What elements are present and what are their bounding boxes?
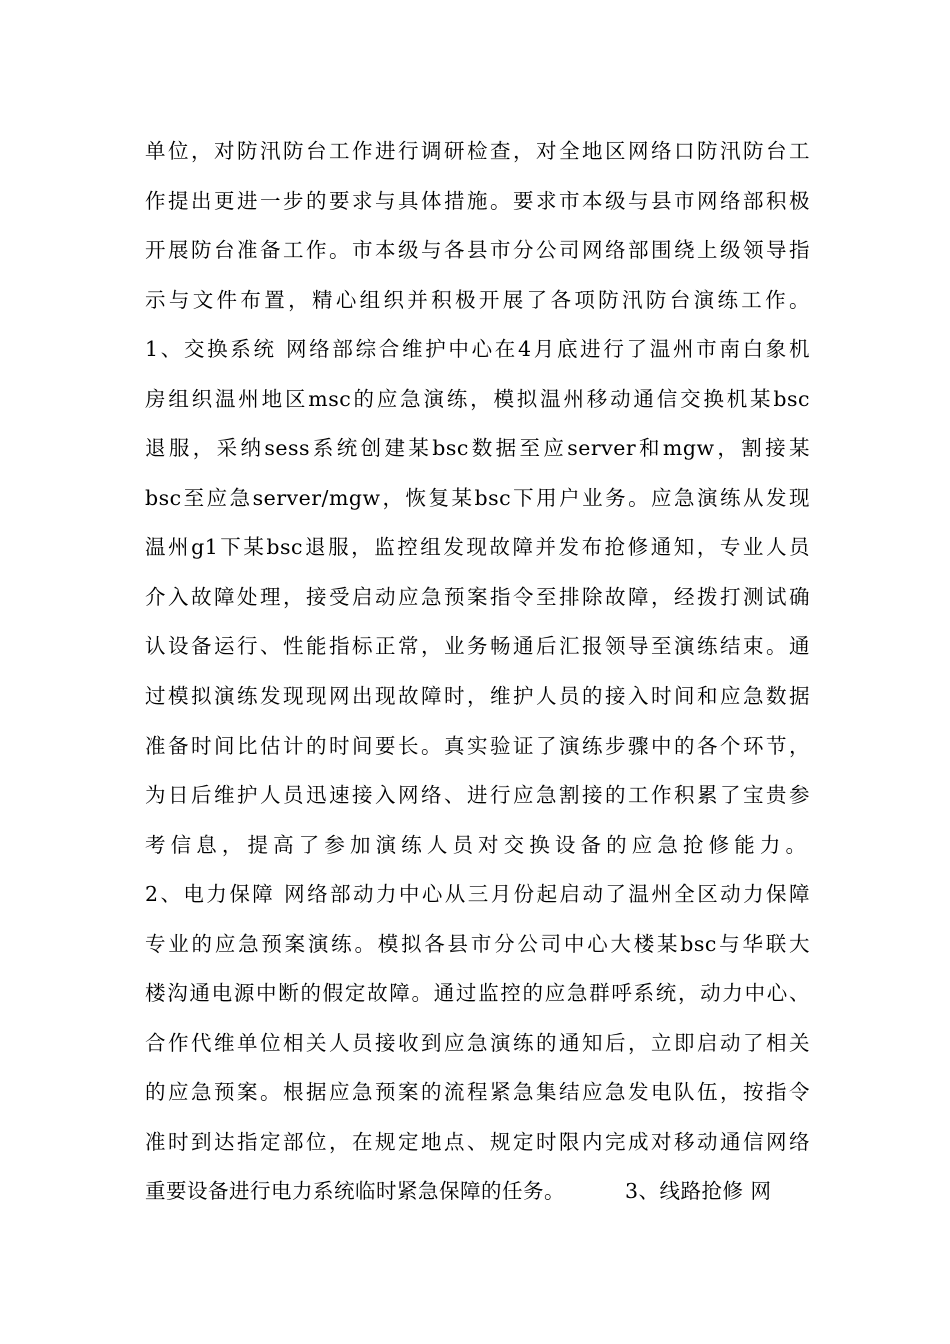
- document-body: [145, 127, 810, 1217]
- text-line-17: 专业的应急预案演练。模拟各县市分公司中心大楼某bsc与华联大: [145, 931, 810, 956]
- text-line-15: 考信息，提高了参加演练人员对交换设备的应急抢修能力。: [145, 832, 810, 857]
- text-line-8: bsc至应急server/mgw，恢复某bsc下用户业务。应急演练从发现: [145, 485, 810, 510]
- text-line-20: 的应急预案。根据应急预案的流程紧急集结应急发电队伍，按指令: [145, 1080, 810, 1105]
- text-line-10: 介入故障处理，接受启动应急预案指令至排除故障，经拨打测试确: [145, 584, 810, 609]
- text-line-21: 准时到达指定部位，在规定地点、规定时限内完成对移动通信网络: [145, 1129, 810, 1154]
- text-line-4: 示与文件布置，精心组织并积极开展了各项防汛防台演练工作。: [145, 287, 810, 312]
- text-line-6: 房组织温州地区msc的应急演练，模拟温州移动通信交换机某bsc: [145, 386, 810, 411]
- text-line-14: 为日后维护人员迅速接入网络、进行应急割接的工作积累了宝贵参: [145, 783, 810, 808]
- text-line-1: 单位，对防汛防台工作进行调研检查，对全地区网络口防汛防台工: [145, 139, 810, 163]
- text-line-3: 开展防台准备工作。市本级与各县市分公司网络部围绕上级领导指: [145, 238, 810, 263]
- text-line-18: 楼沟通电源中断的假定故障。通过监控的应急群呼系统，动力中心、: [145, 981, 810, 1006]
- text-line-13: 准备时间比估计的时间要长。真实验证了演练步骤中的各个环节，: [145, 733, 810, 758]
- text-line-9: 温州g1下某bsc退服，监控组发现故障并发布抢修通知，专业人员: [145, 535, 810, 560]
- text-line-19: 合作代维单位相关人员接收到应急演练的通知后，立即启动了相关: [145, 1030, 810, 1055]
- text-line-7: 退服，采纳sess系统创建某bsc数据至应server和mgw，割接某: [145, 436, 810, 461]
- text-line-5: 1、交换系统 网络部综合维护中心在4月底进行了温州市南白象机: [145, 337, 810, 362]
- text-line-22-part-1: 重要设备进行电力系统临时紧急保障的任务。: [145, 1179, 565, 1204]
- text-line-22: [145, 1167, 810, 1217]
- text-line-12: 过模拟演练发现现网出现故障时，维护人员的接入时间和应急数据: [145, 684, 810, 709]
- text-line-2: 作提出更进一步的要求与具体措施。要求市本级与县市网络部积极: [145, 188, 810, 213]
- text-line-16: 2、电力保障 网络部动力中心从三月份起启动了温州全区动力保障: [145, 882, 810, 907]
- text-line-11: 认设备运行、性能指标正常，业务畅通后汇报领导至演练结束。通: [145, 634, 810, 659]
- text-line-22-part-2: 3、线路抢修 网: [625, 1179, 772, 1204]
